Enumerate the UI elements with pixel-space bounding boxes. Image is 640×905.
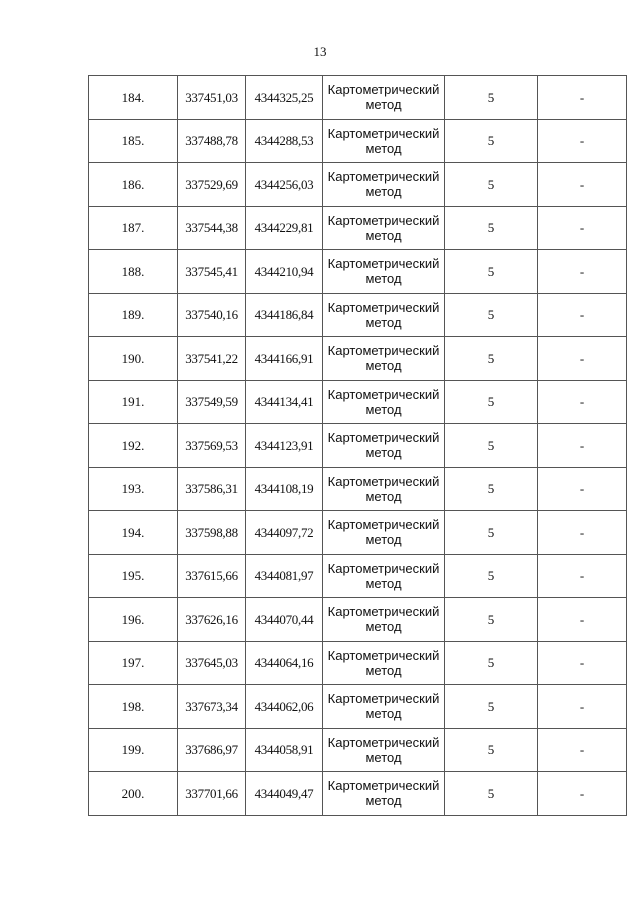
x-coordinate-cell: 337451,03 [178, 76, 246, 120]
x-coordinate-cell: 337544,38 [178, 206, 246, 250]
method-line-2: метод [365, 575, 402, 591]
point-number-cell: 193. [89, 467, 178, 511]
accuracy-cell: 5 [445, 728, 538, 772]
y-coordinate-cell: 4344166,91 [246, 337, 323, 381]
x-coordinate-cell: 337488,78 [178, 119, 246, 163]
table-row [89, 467, 627, 511]
description-cell: - [538, 598, 627, 642]
table-row [89, 76, 627, 120]
y-coordinate-cell: 4344210,94 [246, 250, 323, 294]
method-cell [323, 293, 445, 337]
y-coordinate-cell: 4344123,91 [246, 424, 323, 468]
x-coordinate-cell: 337549,59 [178, 380, 246, 424]
method-line-2: метод [365, 662, 402, 678]
y-coordinate-cell: 4344070,44 [246, 598, 323, 642]
method-line-2: метод [365, 619, 402, 635]
y-coordinate-cell: 4344049,47 [246, 772, 323, 816]
accuracy-cell: 5 [445, 772, 538, 816]
x-coordinate-cell: 337645,03 [178, 641, 246, 685]
x-coordinate-cell: 337686,97 [178, 728, 246, 772]
table-row [89, 728, 627, 772]
accuracy-cell: 5 [445, 293, 538, 337]
y-coordinate-cell: 4344097,72 [246, 511, 323, 555]
coordinates-table-body [89, 76, 627, 816]
table-row [89, 119, 627, 163]
y-coordinate-cell: 4344288,53 [246, 119, 323, 163]
method-cell [323, 337, 445, 381]
method-line-1: Картометрический [327, 778, 440, 794]
table-row [89, 772, 627, 816]
point-number-cell: 197. [89, 641, 178, 685]
description-cell: - [538, 511, 627, 555]
x-coordinate-cell: 337615,66 [178, 554, 246, 598]
accuracy-cell: 5 [445, 163, 538, 207]
description-cell: - [538, 250, 627, 294]
method-line-2: метод [365, 227, 402, 243]
method-line-1: Картометрический [327, 560, 440, 576]
method-line-2: метод [365, 793, 402, 809]
method-cell [323, 467, 445, 511]
point-number-cell: 186. [89, 163, 178, 207]
description-cell: - [538, 772, 627, 816]
description-cell: - [538, 641, 627, 685]
method-cell [323, 728, 445, 772]
method-line-1: Картометрический [327, 212, 440, 228]
table-row [89, 337, 627, 381]
method-line-1: Картометрический [327, 82, 440, 98]
accuracy-cell: 5 [445, 380, 538, 424]
point-number-cell: 184. [89, 76, 178, 120]
method-line-2: метод [365, 184, 402, 200]
table-row [89, 641, 627, 685]
method-line-1: Картометрический [327, 430, 440, 446]
x-coordinate-cell: 337598,88 [178, 511, 246, 555]
x-coordinate-cell: 337540,16 [178, 293, 246, 337]
y-coordinate-cell: 4344229,81 [246, 206, 323, 250]
description-cell: - [538, 685, 627, 729]
accuracy-cell: 5 [445, 76, 538, 120]
point-number-cell: 196. [89, 598, 178, 642]
accuracy-cell: 5 [445, 119, 538, 163]
point-number-cell: 189. [89, 293, 178, 337]
method-line-2: метод [365, 97, 402, 113]
method-line-1: Картометрический [327, 125, 440, 141]
method-line-1: Картометрический [327, 517, 440, 533]
coordinates-table [88, 75, 627, 816]
point-number-cell: 188. [89, 250, 178, 294]
table-row [89, 293, 627, 337]
method-line-1: Картометрический [327, 691, 440, 707]
method-line-2: метод [365, 532, 402, 548]
method-line-1: Картометрический [327, 604, 440, 620]
method-cell [323, 598, 445, 642]
method-line-2: метод [365, 140, 402, 156]
description-cell: - [538, 554, 627, 598]
point-number-cell: 191. [89, 380, 178, 424]
x-coordinate-cell: 337586,31 [178, 467, 246, 511]
table-row [89, 206, 627, 250]
accuracy-cell: 5 [445, 250, 538, 294]
x-coordinate-cell: 337626,16 [178, 598, 246, 642]
method-line-2: метод [365, 749, 402, 765]
method-line-1: Картометрический [327, 386, 440, 402]
y-coordinate-cell: 4344062,06 [246, 685, 323, 729]
accuracy-cell: 5 [445, 511, 538, 555]
point-number-cell: 192. [89, 424, 178, 468]
point-number-cell: 190. [89, 337, 178, 381]
description-cell: - [538, 76, 627, 120]
method-cell [323, 163, 445, 207]
method-line-2: метод [365, 314, 402, 330]
point-number-cell: 199. [89, 728, 178, 772]
accuracy-cell: 5 [445, 641, 538, 685]
method-line-2: метод [365, 358, 402, 374]
method-line-1: Картометрический [327, 256, 440, 272]
method-cell [323, 772, 445, 816]
method-line-2: метод [365, 488, 402, 504]
method-cell [323, 76, 445, 120]
method-line-1: Картометрический [327, 343, 440, 359]
table-row [89, 554, 627, 598]
method-line-2: метод [365, 401, 402, 417]
x-coordinate-cell: 337569,53 [178, 424, 246, 468]
method-cell [323, 511, 445, 555]
table-row [89, 685, 627, 729]
method-line-1: Картометрический [327, 169, 440, 185]
table-row [89, 250, 627, 294]
x-coordinate-cell: 337701,66 [178, 772, 246, 816]
description-cell: - [538, 467, 627, 511]
point-number-cell: 185. [89, 119, 178, 163]
x-coordinate-cell: 337541,22 [178, 337, 246, 381]
method-cell [323, 380, 445, 424]
method-cell [323, 206, 445, 250]
table-row [89, 424, 627, 468]
accuracy-cell: 5 [445, 554, 538, 598]
page-number: 13 [313, 44, 327, 59]
x-coordinate-cell: 337545,41 [178, 250, 246, 294]
method-line-1: Картометрический [327, 299, 440, 315]
x-coordinate-cell: 337673,34 [178, 685, 246, 729]
method-line-1: Картометрический [327, 734, 440, 750]
x-coordinate-cell: 337529,69 [178, 163, 246, 207]
method-line-2: метод [365, 445, 402, 461]
method-cell [323, 685, 445, 729]
method-cell [323, 424, 445, 468]
y-coordinate-cell: 4344325,25 [246, 76, 323, 120]
accuracy-cell: 5 [445, 206, 538, 250]
description-cell: - [538, 380, 627, 424]
point-number-cell: 194. [89, 511, 178, 555]
method-cell [323, 119, 445, 163]
y-coordinate-cell: 4344058,91 [246, 728, 323, 772]
description-cell: - [538, 337, 627, 381]
accuracy-cell: 5 [445, 685, 538, 729]
accuracy-cell: 5 [445, 337, 538, 381]
method-line-2: метод [365, 271, 402, 287]
point-number-cell: 198. [89, 685, 178, 729]
y-coordinate-cell: 4344108,19 [246, 467, 323, 511]
table-row [89, 380, 627, 424]
method-cell [323, 554, 445, 598]
method-line-2: метод [365, 706, 402, 722]
method-line-1: Картометрический [327, 647, 440, 663]
method-line-1: Картометрический [327, 473, 440, 489]
point-number-cell: 200. [89, 772, 178, 816]
accuracy-cell: 5 [445, 598, 538, 642]
description-cell: - [538, 119, 627, 163]
table-row [89, 163, 627, 207]
table-row [89, 511, 627, 555]
accuracy-cell: 5 [445, 424, 538, 468]
point-number-cell: 187. [89, 206, 178, 250]
description-cell: - [538, 206, 627, 250]
description-cell: - [538, 163, 627, 207]
y-coordinate-cell: 4344081,97 [246, 554, 323, 598]
accuracy-cell: 5 [445, 467, 538, 511]
point-number-cell: 195. [89, 554, 178, 598]
y-coordinate-cell: 4344186,84 [246, 293, 323, 337]
method-cell [323, 641, 445, 685]
description-cell: - [538, 728, 627, 772]
table-row [89, 598, 627, 642]
y-coordinate-cell: 4344064,16 [246, 641, 323, 685]
y-coordinate-cell: 4344134,41 [246, 380, 323, 424]
description-cell: - [538, 424, 627, 468]
y-coordinate-cell: 4344256,03 [246, 163, 323, 207]
description-cell: - [538, 293, 627, 337]
method-cell [323, 250, 445, 294]
